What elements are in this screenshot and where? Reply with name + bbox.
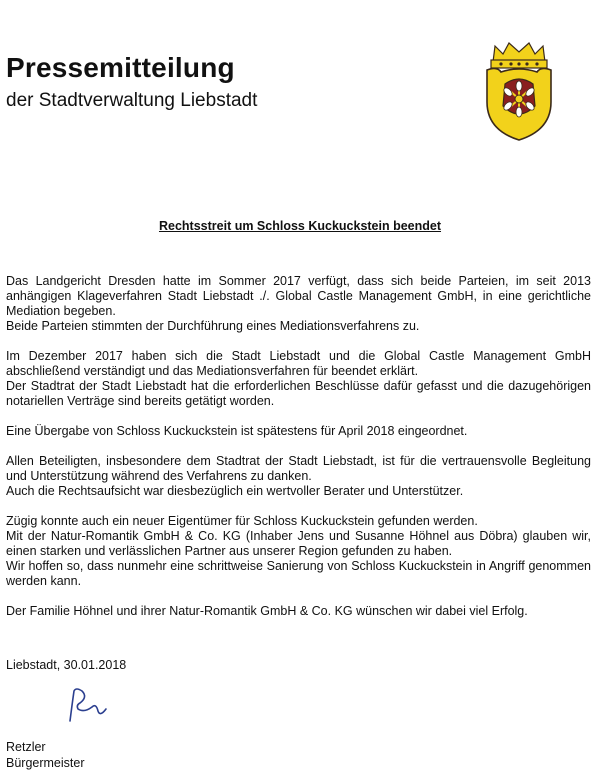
- paragraph-line: Wir hoffen so, dass nunmehr eine schrittweise Sanierung von Schloss Kuckuckstein in Angriff genommen werden kann.: [6, 559, 591, 588]
- paragraph-1: [6, 274, 591, 334]
- paragraph-line: Beide Parteien stimmten der Durchführung eines Mediationsverfahrens zu.: [6, 319, 420, 333]
- page-subtitle: der Stadtverwaltung Liebstadt: [6, 90, 258, 111]
- press-release-body: [6, 274, 591, 634]
- paragraph-line: Der Stadtrat der Stadt Liebstadt hat die erforderlichen Beschlüsse dafür gefasst und die dazugehörigen notariellen Verträge sind bereits getätigt worden.: [6, 379, 591, 408]
- paragraph-3: [6, 424, 591, 439]
- headline: [0, 219, 600, 233]
- paragraph-line: Zügig konnte auch ein neuer Eigentümer für Schloss Kuckuckstein gefunden werden.: [6, 514, 478, 528]
- paragraph-line: Das Landgericht Dresden hatte im Sommer 2017 verfügt, dass sich beide Parteien, im seit 2013 anhängigen Klageverfahren Stadt Liebstadt ./. Global Castle Management GmbH, in eine gerichtliche Mediation begeben.: [6, 274, 591, 318]
- signature-icon: [62, 683, 112, 727]
- signer-block: [6, 739, 85, 771]
- page-title: Pressemitteilung: [6, 52, 235, 83]
- paragraph-line: Allen Beteiligten, insbesondere dem Stadtrat der Stadt Liebstadt, ist für die vertrauensvolle Begleitung und Unterstützung während des Verfahrens zu danken.: [6, 454, 591, 483]
- paragraph-line: Eine Übergabe von Schloss Kuckuckstein ist spätestens für April 2018 eingeordnet.: [6, 424, 468, 438]
- coat-of-arms-icon: [481, 40, 557, 142]
- paragraph-line: Der Familie Höhnel und ihrer Natur-Romantik GmbH & Co. KG wünschen wir dabei viel Erfolg.: [6, 604, 528, 618]
- paragraph-line: Im Dezember 2017 haben sich die Stadt Liebstadt und die Global Castle Management GmbH abschließend verständigt und das Mediationsverfahren für beendet erklärt.: [6, 349, 591, 378]
- date-line: Liebstadt, 30.01.2018: [6, 658, 127, 672]
- paragraph-2: [6, 349, 591, 409]
- signer-name: Retzler: [6, 740, 46, 754]
- paragraph-6: [6, 604, 591, 619]
- paragraph-line: Auch die Rechtsaufsicht war diesbezüglich ein wertvoller Berater und Unterstützer.: [6, 484, 464, 498]
- paragraph-line: Mit der Natur-Romantik GmbH & Co. KG (Inhaber Jens und Susanne Höhnel aus Döbra) glauben wir, einen starken und verlässlichen Partner aus unserer Region gefunden zu haben.: [6, 529, 591, 558]
- headline-text: Rechtsstreit um Schloss Kuckuckstein beendet: [158, 219, 442, 233]
- paragraph-5: [6, 514, 591, 589]
- paragraph-4: [6, 454, 591, 499]
- signer-role: Bürgermeister: [6, 756, 85, 770]
